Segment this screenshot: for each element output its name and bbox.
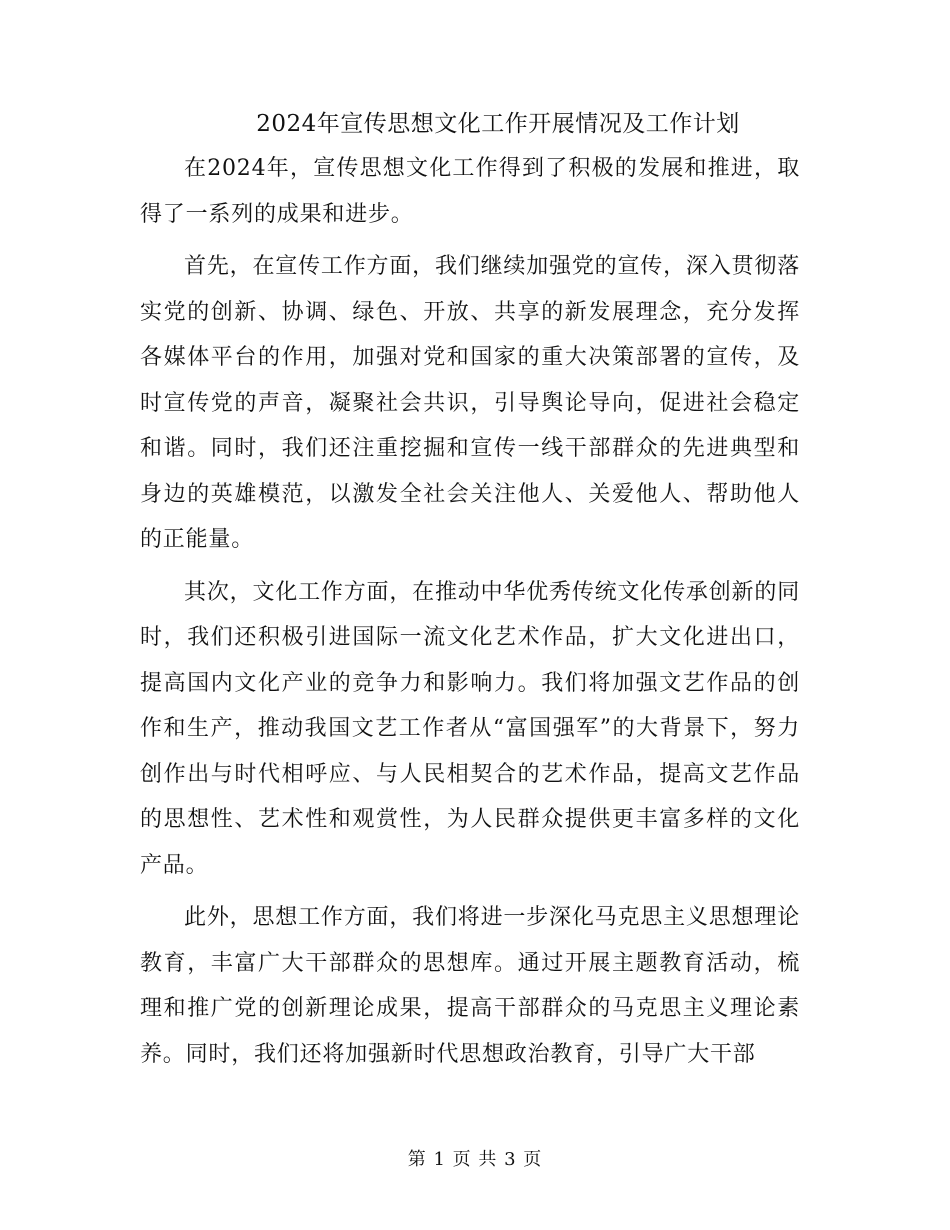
document-body xyxy=(140,146,800,1084)
page-footer: 第 1 页 共 3 页 xyxy=(407,1149,543,1170)
paragraph-publicity: 首先，在宣传工作方面，我们继续加强党的宣传，深入贯彻落实党的创新、协调、绿色、开放、共享的新发展理念，充分发挥各媒体平台的作用，加强对党和国家的重大决策部署的宣传，及时宣传党的声音，凝聚社会共识，引导舆论导向，促进社会稳定和谐。同时，我们还注重挖掘和宣传一线干部群众的先进典型和身边的英雄模范，以激发全社会关注他人、关爱他人、帮助他人的正能量。 xyxy=(140,254,800,552)
paragraph-intro: 在2024年，宣传思想文化工作得到了积极的发展和推进，取得了一系列的成果和进步。 xyxy=(140,156,800,227)
paragraph-culture: 其次，文化工作方面，在推动中华优秀传统文化传承创新的同时，我们还积极引进国际一流文化艺术作品，扩大文化进出口，提高国内文化产业的竞争力和影响力。我们将加强文艺作品的创作和生产，推动我国文艺工作者从“富国强军”的大背景下，努力创作出与时代相呼应、与人民相契合的艺术作品，提高文艺作品的思想性、艺术性和观赏性，为人民群众提供更丰富多样的文化产品。 xyxy=(140,579,800,878)
document-title: 2024年宣传思想文化工作开展情况及工作计划 xyxy=(256,111,740,137)
paragraph-ideology: 此外，思想工作方面，我们将进一步深化马克思主义思想理论教育，丰富广大干部群众的思想库。通过开展主题教育活动，梳理和推广党的创新理论成果，提高干部群众的马克思主义理论素养。同时，我们还将加强新时代思想政治教育，引导广大干部 xyxy=(140,905,800,1067)
